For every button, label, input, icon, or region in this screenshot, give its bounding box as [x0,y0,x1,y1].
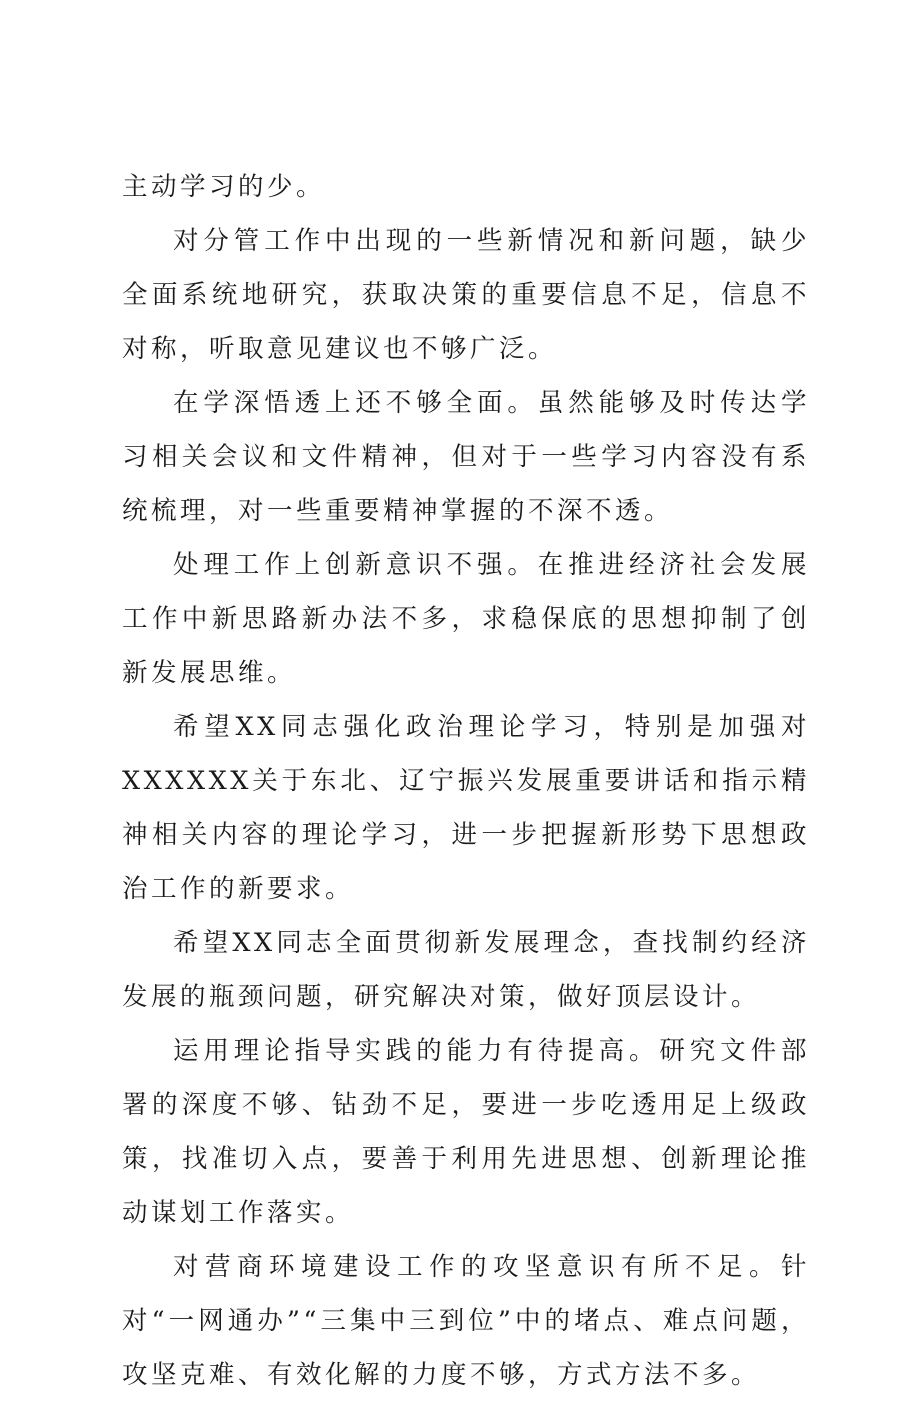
paragraph: 希望XX同志强化政治理论学习，特别是加强对XXXXXX关于东北、辽宁振兴发展重要讲话和指示精神相关内容的理论学习，进一步把握新形势下思想政治工作的新要求。 [122,712,810,904]
paragraph: 对营商环境建设工作的攻坚意识有所不足。针对“一网通办”“三集中三到位”中的堵点、难点问题，攻坚克难、有效化解的力度不够，方式方法不多。 [122,1252,810,1390]
paragraph: 在学深悟透上还不够全面。虽然能够及时传达学习相关会议和文件精神，但对于一些学习内容没有系统梳理，对一些重要精神掌握的不深不透。 [122,388,810,526]
paragraph: 运用理论指导实践的能力有待提高。研究文件部署的深度不够、钻劲不足，要进一步吃透用足上级政策，找准切入点，要善于利用先进思想、创新理论推动谋划工作落实。 [122,1036,810,1228]
paragraph-continuation: 主动学习的少。 [122,172,326,202]
paragraph: 处理工作上创新意识不强。在推进经济社会发展工作中新思路新办法不多，求稳保底的思想抑制了创新发展思维。 [122,550,810,688]
document-body [122,160,810,1402]
paragraph: 希望XX同志全面贯彻新发展理念，查找制约经济发展的瓶颈问题，研究解决对策，做好顶层设计。 [122,928,810,1012]
paragraph: 对分管工作中出现的一些新情况和新问题，缺少全面系统地研究，获取决策的重要信息不足，信息不对称，听取意见建议也不够广泛。 [122,226,810,364]
